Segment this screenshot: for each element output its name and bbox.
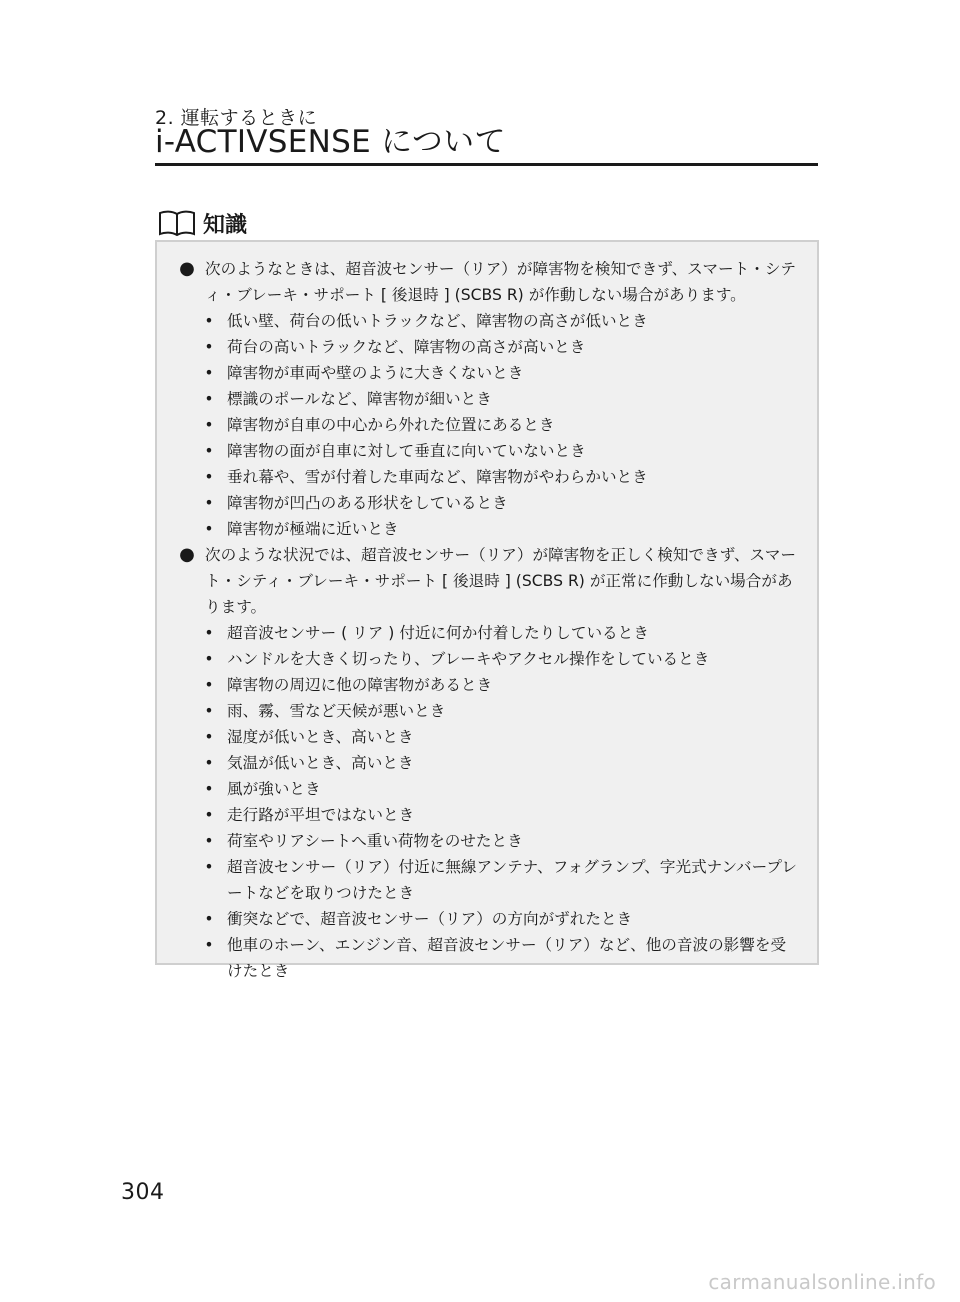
note-item-text-row — [175, 256, 797, 308]
bullet-mark: • — [204, 806, 214, 824]
list-item-text: 障害物の周辺に他の障害物があるとき — [227, 676, 493, 694]
list-item-text: 障害物が車両や壁のように大きくないとき — [227, 364, 524, 382]
list-item — [175, 646, 797, 672]
list-item — [175, 516, 797, 542]
page-number: 304 — [121, 1180, 165, 1205]
knowledge-heading-label: 知識 — [203, 212, 248, 238]
list-item-text: 荷台の高いトラックなど、障害物の高さが高いとき — [227, 338, 586, 356]
list-item — [175, 906, 797, 932]
list-item-text: 風が強いとき — [227, 780, 321, 798]
list-item — [175, 672, 797, 698]
list-item-text: 衝突などで、超音波センサー（リア）の方向がずれたとき — [227, 910, 633, 928]
list-item — [175, 438, 797, 464]
list-item-text: 荷室やリアシートへ重い荷物をのせたとき — [227, 832, 523, 850]
bullet-mark: • — [204, 312, 214, 330]
open-book-icon — [157, 208, 197, 238]
bullet-mark: • — [204, 494, 214, 512]
list-item — [175, 360, 797, 386]
knowledge-heading — [157, 205, 247, 241]
bullet-mark: • — [204, 468, 214, 486]
knowledge-note-box — [155, 240, 819, 980]
note-item-text-row — [175, 542, 797, 620]
list-item-text: 超音波センサー（リア）付近に無線アンテナ、フォグランプ、字光式ナンバープレートなどを取りつけたとき — [227, 858, 797, 902]
list-item-text: 低い壁、荷台の低いトラックなど、障害物の高さが低いとき — [227, 312, 648, 330]
bullet-mark: • — [204, 780, 214, 798]
bullet-mark: • — [204, 442, 214, 460]
list-item-text: 垂れ幕や、雪が付着した車両など、障害物がやわらかいとき — [227, 468, 648, 486]
watermark: carmanualsonline.info — [708, 1270, 936, 1294]
bullet-mark: • — [204, 416, 214, 434]
bullet-mark: • — [204, 858, 214, 876]
list-item-text: 障害物が極端に近いとき — [227, 520, 399, 538]
sub-list — [175, 308, 797, 542]
list-item-text: 障害物の面が自車に対して垂直に向いていないとき — [227, 442, 586, 460]
list-item-text: 他車のホーン、エンジン音、超音波センサー（リア）など、他の音波の影響を受けたとき — [227, 936, 787, 980]
list-item-text: 雨、霧、雪など天候が悪いとき — [227, 702, 446, 720]
section-label: 2. 運転するときに — [155, 107, 318, 129]
sub-list — [175, 620, 797, 984]
bullet-dot: ● — [179, 544, 195, 565]
bullet-mark: • — [204, 520, 214, 538]
list-item — [175, 750, 797, 776]
note-item — [175, 542, 797, 984]
list-item — [175, 802, 797, 828]
note-item — [175, 256, 797, 542]
list-item-text: ハンドルを大きく切ったり、ブレーキやアクセル操作をしているとき — [227, 650, 710, 668]
list-item — [175, 490, 797, 516]
list-item-text: 湿度が低いとき、高いとき — [227, 728, 414, 746]
list-item — [175, 308, 797, 334]
bullet-mark: • — [204, 702, 214, 720]
note-item-text: 次のような状況では、超音波センサー（リア）が障害物を正しく検知できず、スマート・シティ・ブレーキ・サポート [ 後退時 ] (SCBS R) が正常に作動しない場合があります。 — [205, 546, 797, 616]
list-item-text: 気温が低いとき、高いとき — [227, 754, 414, 772]
title-rule — [155, 163, 818, 166]
list-item — [175, 386, 797, 412]
list-item-text: 障害物が自車の中心から外れた位置にあるとき — [227, 416, 555, 434]
list-item-text: 障害物が凹凸のある形状をしているとき — [227, 494, 508, 512]
bullet-mark: • — [204, 910, 214, 928]
page-title: i-ACTIVSENSE について — [155, 124, 506, 160]
bullet-dot: ● — [179, 258, 195, 279]
bullet-mark: • — [204, 390, 214, 408]
list-item — [175, 932, 797, 984]
bullet-mark: • — [204, 338, 214, 356]
list-item — [175, 828, 797, 854]
list-item — [175, 464, 797, 490]
bullet-mark: • — [204, 650, 214, 668]
bullet-mark: • — [204, 754, 214, 772]
list-item — [175, 412, 797, 438]
list-item-text: 標識のポールなど、障害物が細いとき — [227, 390, 492, 408]
bullet-mark: • — [204, 676, 214, 694]
list-item-text: 超音波センサー ( リア ) 付近に何か付着したりしているとき — [227, 624, 649, 642]
list-item-text: 走行路が平坦ではないとき — [227, 806, 415, 824]
bullet-mark: • — [204, 936, 214, 954]
list-item — [175, 776, 797, 802]
list-item — [175, 698, 797, 724]
bullet-mark: • — [204, 624, 214, 642]
list-item — [175, 724, 797, 750]
bullet-mark: • — [204, 832, 214, 850]
bullet-mark: • — [204, 728, 214, 746]
list-item — [175, 620, 797, 646]
bullet-mark: • — [204, 364, 214, 382]
note-item-text: 次のようなときは、超音波センサー（リア）が障害物を検知できず、スマート・シティ・ブレーキ・サポート [ 後退時 ] (SCBS R) が作動しない場合があります。 — [205, 260, 797, 304]
list-item — [175, 854, 797, 906]
list-item — [175, 334, 797, 360]
